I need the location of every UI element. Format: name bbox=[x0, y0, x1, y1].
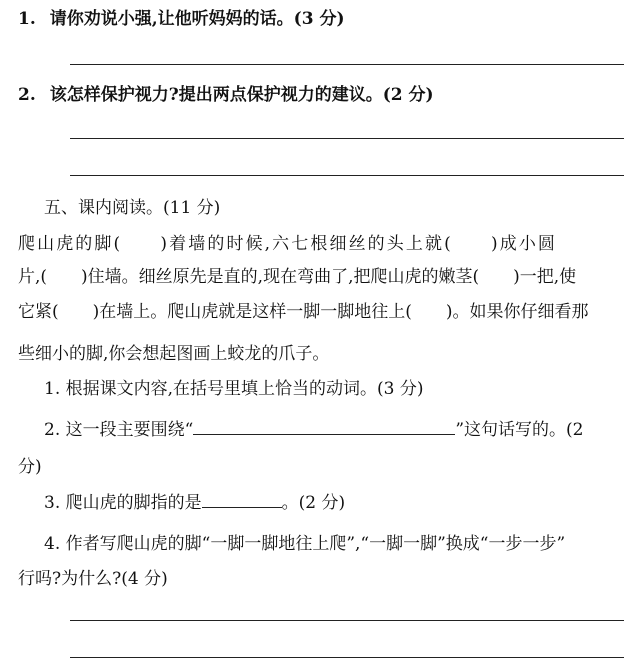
sub-question-2 bbox=[44, 419, 583, 441]
sub-question-1: 1. 根据课文内容,在括号里填上恰当的动词。(3 分) bbox=[44, 379, 424, 399]
answer-line-2a bbox=[70, 138, 624, 139]
sub-question-4-line-2: 行吗?为什么?(4 分) bbox=[18, 569, 168, 589]
answer-line-1 bbox=[70, 64, 624, 65]
question-2-number: 2. bbox=[18, 85, 36, 105]
sub-question-3-blank bbox=[202, 493, 282, 508]
passage-line-4: 些细小的脚,你会想起图画上蛟龙的爪子。 bbox=[18, 344, 330, 364]
sub-question-2-cont: 分) bbox=[18, 457, 42, 477]
sub-question-2-post: ”这句话写的。(2 bbox=[455, 420, 584, 440]
passage-line-2: 片,( )住墙。细丝原先是直的,现在弯曲了,把爬山虎的嫩茎( )一把,使 bbox=[18, 267, 577, 287]
question-1 bbox=[18, 8, 345, 30]
question-2-text: 该怎样保护视力?提出两点保护视力的建议。(2 分) bbox=[49, 85, 434, 105]
answer-line-2b bbox=[70, 175, 624, 176]
sub-question-3-post: 。(2 分) bbox=[281, 493, 346, 513]
section-5-title: 五、课内阅读。(11 分) bbox=[44, 198, 221, 218]
question-1-text: 请你劝说小强,让他听妈妈的话。(3 分) bbox=[49, 9, 345, 29]
sub-question-2-pre: 2. 这一段主要围绕“ bbox=[44, 420, 194, 440]
passage-line-1: 爬山虎的脚( )着墙的时候,六七根细丝的头上就( )成小圆 bbox=[18, 234, 558, 254]
sub-question-3-pre: 3. 爬山虎的脚指的是 bbox=[44, 493, 202, 513]
question-1-number: 1. bbox=[18, 9, 36, 29]
sub-question-3 bbox=[44, 492, 345, 514]
answer-line-4b bbox=[70, 657, 624, 658]
question-2 bbox=[18, 84, 434, 106]
answer-line-4a bbox=[70, 620, 624, 621]
sub-question-2-blank bbox=[193, 420, 455, 435]
sub-question-4-line-1: 4. 作者写爬山虎的脚“一脚一脚地往上爬”,“一脚一脚”换成“一步一步” bbox=[44, 534, 566, 554]
passage-line-3: 它紧( )在墙上。爬山虎就是这样一脚一脚地往上( )。如果你仔细看那 bbox=[18, 302, 589, 322]
